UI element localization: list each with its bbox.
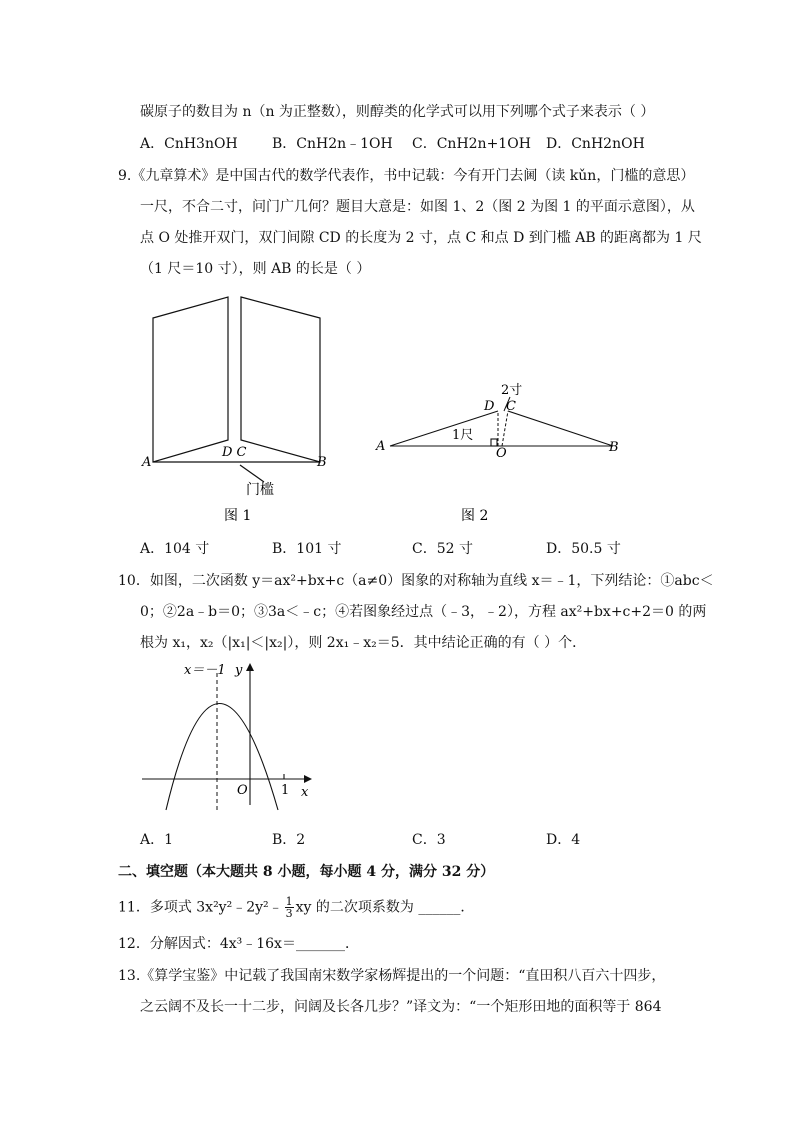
fig2-label-b: B: [609, 440, 619, 455]
segment-oc: [502, 411, 508, 446]
q10-parabola-graph: [140, 655, 340, 820]
q10-line-2: 0；②2a﹣b＝0；③3a＜﹣c；④若图象经过点（﹣3，﹣2），方程 ax²+bx+c+2＝0 的两: [140, 604, 707, 620]
q8-line-1: 碳原子的数目为 n（n 为正整数），则醇类的化学式可以用下列哪个式子来表示（ ）: [140, 104, 655, 120]
q10-option-d: D．4: [546, 832, 581, 848]
section-2-heading: 二、填空题（本大题共 8 小题，每小题 4 分，满分 32 分）: [118, 864, 495, 880]
q11-fraction-numerator: 1: [285, 895, 293, 908]
q9-option-b: B．101 寸: [272, 541, 342, 557]
q13-line-1: 13.《算学宝鉴》中记载了我国南宋数学家杨辉提出的一个问题：“直田积八百六十四步，: [118, 968, 666, 984]
q11-suffix: xy 的二次项系数为 ______．: [295, 899, 475, 916]
q10-line-3: 根为 x₁，x₂（|x₁|＜|x₂|），则 2x₁﹣x₂＝5．其中结论正确的有（ ）个．: [140, 635, 587, 651]
q9-line-3: 点 O 处推开双门，双门间隙 CD 的长度为 2 寸，点 C 和点 D 到门槛 AB 的距离都为 1 尺: [140, 230, 702, 246]
fig2-label-2cun: 2寸: [501, 383, 523, 398]
left-door-panel: [153, 297, 228, 462]
q8-option-d: D．CnH2nOH: [546, 136, 645, 152]
q11-fraction: [285, 896, 294, 919]
fig2-label-o: O: [496, 446, 507, 461]
q9-option-c: C．52 寸: [412, 541, 473, 557]
q10-option-a: A．1: [140, 832, 174, 848]
threshold-pointer: [240, 465, 264, 482]
q9-line-4: （1 尺＝10 寸），则 AB 的长是（ ）: [140, 261, 371, 277]
x-axis-arrow: [304, 775, 312, 783]
fig1-label-b: B: [317, 455, 327, 470]
q11-fraction-denominator: 3: [285, 907, 293, 920]
q9-line-2: 一尺，不合二寸，问门广几何？题目大意是：如图 1、2（图 2 为图 1 的平面示意图），从: [140, 199, 695, 215]
q8-option-c: C．CnH2n+1OH: [412, 136, 531, 152]
fig1-label-a: A: [142, 455, 152, 470]
fig2-label-d: D: [484, 399, 495, 414]
fig2-label-c: C: [506, 399, 516, 414]
q9-line-1: 9.《九章算术》是中国古代的数学代表作，书中记载：今有开门去阃（读 kǔn，门槛的意思）: [118, 168, 695, 184]
q8-option-a: A．CnH3nOH: [140, 136, 238, 152]
y-axis-arrow: [246, 663, 254, 671]
q10-line-1: 10．如图，二次函数 y＝ax²+bx+c（a≠0）图象的对称轴为直线 x＝﹣1，下列结论：①abc＜: [118, 573, 714, 589]
q9-figure-2: [370, 375, 630, 530]
right-door-panel: [241, 297, 320, 462]
q11-line: [118, 896, 474, 919]
fig1-caption: 图 1: [224, 508, 252, 524]
fig1-label-dc: D C: [222, 445, 247, 460]
label-x: x: [301, 785, 309, 800]
fig2-label-1chi: 1尺: [452, 428, 474, 443]
parabola-curve: [166, 704, 278, 811]
q10-option-c: C．3: [412, 832, 446, 848]
fig2-label-a: A: [376, 439, 386, 454]
q8-option-b: B．CnH2n﹣1OH: [272, 136, 393, 152]
q11-prefix: 11．多项式 3x²y²﹣2y²﹣: [118, 899, 283, 916]
label-origin: O: [237, 783, 248, 798]
q9-figure-1: [130, 290, 350, 530]
label-one: 1: [281, 783, 290, 798]
segment-cb: [508, 411, 613, 446]
right-angle-mark: [491, 439, 497, 446]
q13-line-2: 之云阔不及长一十二步，问阔及长各几步？”译文为：“一个矩形田地的面积等于 864: [140, 999, 662, 1015]
fig1-label-threshold: 门槛: [246, 482, 274, 498]
segment-ad: [390, 411, 498, 446]
q10-option-b: B．2: [272, 832, 306, 848]
q9-option-a: A．104 寸: [140, 541, 210, 557]
q12-line: 12．分解因式：4x³﹣16x＝_______．: [118, 936, 359, 952]
fig2-caption: 图 2: [461, 508, 489, 524]
q9-option-d: D．50.5 寸: [546, 541, 621, 557]
label-y: y: [235, 663, 243, 678]
label-symmetry-axis: x＝－1: [184, 663, 226, 678]
